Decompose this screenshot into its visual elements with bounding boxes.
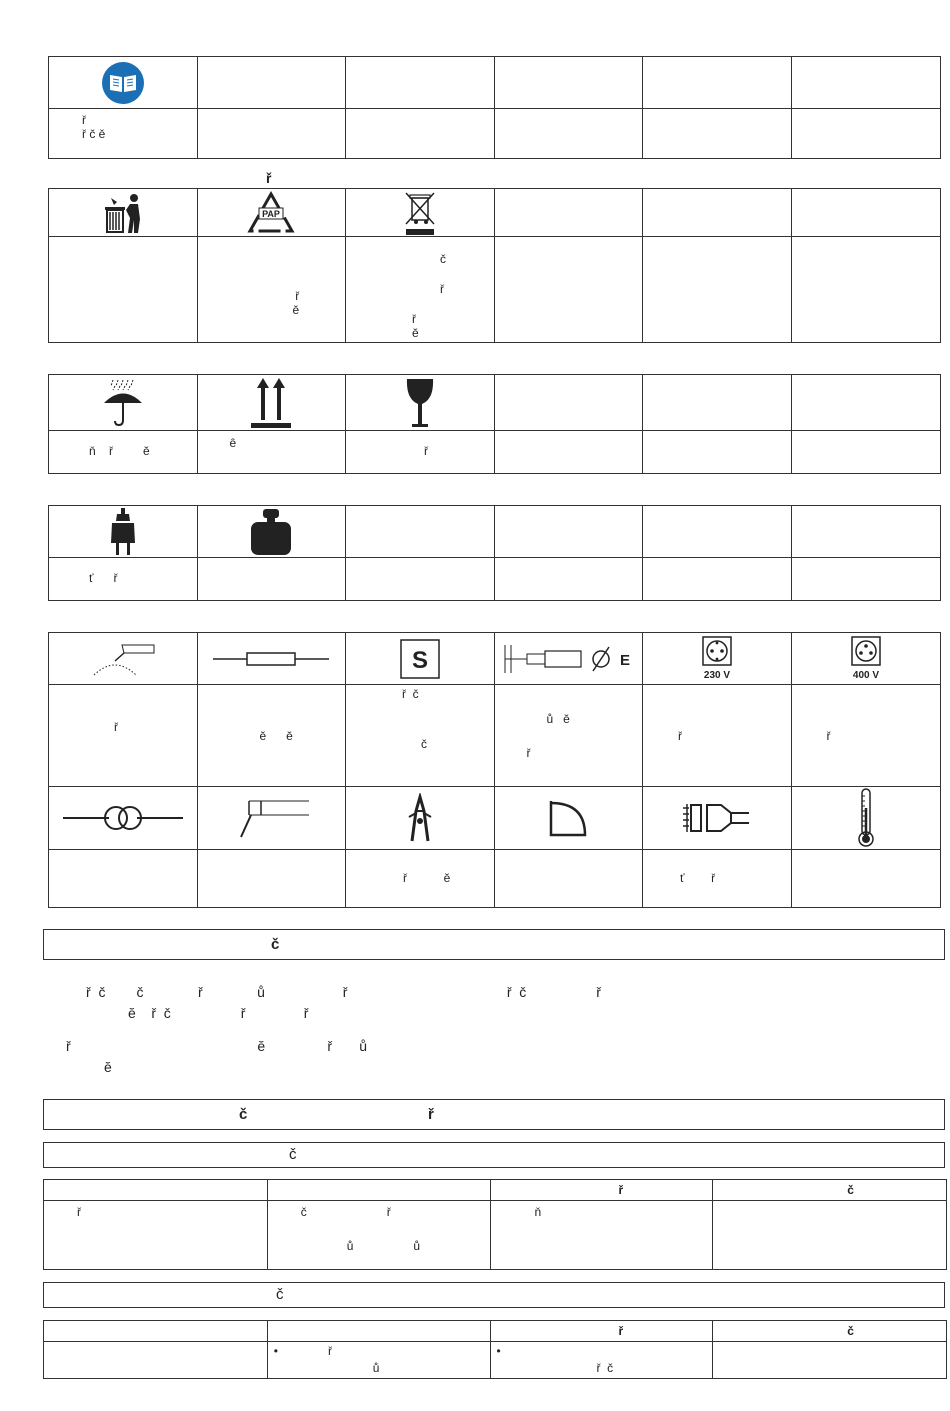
symbol-cell <box>495 506 644 558</box>
spec-value-text: • <box>496 1344 501 1358</box>
thermometer-icon <box>857 788 875 848</box>
symbol-table-1 <box>48 56 941 159</box>
symbol-cell <box>495 189 644 237</box>
description-text: ň ř ĕ <box>89 444 150 458</box>
description-cell <box>346 109 495 158</box>
spec-header-cell <box>267 1180 490 1201</box>
description-cell <box>643 237 792 342</box>
spec-table-1 <box>43 1179 947 1270</box>
symbol-cell <box>198 787 347 850</box>
symbol-cell <box>49 375 198 431</box>
symbol-cell <box>346 787 495 850</box>
symbol-table-5 <box>48 632 941 908</box>
spec-value-cell <box>713 1342 947 1379</box>
description-cell <box>495 558 644 600</box>
symbol-cell <box>792 787 941 850</box>
symbol-cell <box>495 57 644 109</box>
paragraph-line: ĕ ř č ř ř <box>128 1005 309 1021</box>
description-cell <box>49 850 198 907</box>
symbol-cell <box>49 57 198 109</box>
symbol-cell <box>198 189 347 237</box>
paragraph-line: ř ĕ ř ů <box>66 1038 368 1054</box>
spec-header-text: č <box>847 1324 854 1338</box>
description-text: ř <box>440 282 444 296</box>
description-cell <box>346 850 495 907</box>
description-cell <box>346 431 495 473</box>
description-cell <box>792 431 941 473</box>
description-cell <box>49 558 198 600</box>
symbol-cell <box>346 506 495 558</box>
recycle-pap-icon <box>246 191 296 235</box>
description-cell <box>643 685 792 787</box>
duty-cycle-icon <box>548 798 588 838</box>
description-text: ř <box>114 720 118 734</box>
description-cell <box>792 237 941 342</box>
description-cell <box>792 850 941 907</box>
description-cell <box>495 850 644 907</box>
symbol-cell <box>495 787 644 850</box>
electrode-label: E <box>620 651 631 669</box>
subsection-banner <box>43 1142 945 1168</box>
power-plug-icon <box>108 507 138 557</box>
spec-value-cell <box>267 1342 490 1379</box>
symbol-cell <box>643 506 792 558</box>
spec-header-cell <box>490 1321 713 1342</box>
spec-value-cell <box>44 1201 268 1270</box>
description-text: ř <box>678 729 682 743</box>
description-cell <box>643 850 792 907</box>
symbol-cell <box>643 57 792 109</box>
description-cell <box>198 431 347 473</box>
description-text: ř č <box>402 687 419 701</box>
description-cell <box>643 109 792 158</box>
spec-value-text: ř č <box>596 1361 614 1375</box>
section-banner <box>43 1099 945 1130</box>
description-cell <box>49 431 198 473</box>
spec-value-cell <box>490 1201 713 1270</box>
fragile-glass-icon <box>404 377 436 429</box>
description-cell <box>643 558 792 600</box>
description-text: ů ĕ <box>546 712 570 726</box>
spec-header-cell <box>713 1180 947 1201</box>
description-text: ř <box>826 729 831 743</box>
description-cell <box>198 558 347 600</box>
description-text: ť ř <box>89 571 118 585</box>
description-cell <box>792 558 941 600</box>
fuse-icon <box>211 649 331 669</box>
description-cell <box>792 109 941 158</box>
symbol-cell <box>643 787 792 850</box>
symbol-cell <box>198 633 347 685</box>
description-text: ř ĕ <box>412 312 419 340</box>
spec-header-cell <box>44 1180 268 1201</box>
electrode-diameter-icon <box>503 639 633 679</box>
symbol-cell <box>49 506 198 558</box>
weight-icon <box>248 508 294 556</box>
description-cell <box>495 685 644 787</box>
section-banner-text: č <box>271 936 280 953</box>
description-cell <box>495 431 644 473</box>
table-2-heading: ř <box>266 170 272 186</box>
spec-header-cell <box>267 1321 490 1342</box>
symbol-cell <box>643 633 792 685</box>
symbol-cell <box>792 633 941 685</box>
spec-header-cell <box>490 1180 713 1201</box>
voltage-230-label: 230 V <box>703 669 730 681</box>
spec-header-cell <box>44 1321 268 1342</box>
earth-clamp-icon <box>407 793 433 843</box>
s-mark-icon <box>400 639 440 679</box>
trash-disposal-icon <box>101 192 145 234</box>
description-cell <box>495 109 644 158</box>
welding-gun-icon <box>231 797 311 839</box>
symbol-cell <box>49 633 198 685</box>
description-cell <box>346 237 495 342</box>
pap-label: PAP <box>262 208 281 219</box>
weee-crossed-bin-icon <box>403 190 437 236</box>
description-cell <box>643 431 792 473</box>
description-cell <box>198 109 347 158</box>
paragraph-line: ř č č ř ů ř ř č ř <box>86 984 601 1000</box>
description-cell <box>495 237 644 342</box>
mains-plug-connector-icon <box>681 801 753 835</box>
symbol-cell <box>346 57 495 109</box>
description-cell <box>198 850 347 907</box>
description-cell <box>346 685 495 787</box>
spec-value-cell <box>267 1201 490 1270</box>
subsection-banner-text: č <box>276 1286 284 1303</box>
description-cell <box>49 685 198 787</box>
spec-value-cell <box>713 1201 947 1270</box>
spec-header-text: č <box>847 1183 854 1197</box>
section-banner-text: č <box>239 1106 248 1123</box>
section-banner-text: ř <box>428 1106 434 1123</box>
symbol-cell <box>792 189 941 237</box>
symbol-cell <box>643 189 792 237</box>
spec-value-text: č ř <box>300 1205 391 1219</box>
this-way-up-icon <box>249 376 293 430</box>
symbol-cell <box>495 633 644 685</box>
socket-400v-icon <box>845 636 887 682</box>
description-text: ĕ ĕ <box>259 729 293 743</box>
description-cell <box>49 237 198 342</box>
spec-table-2 <box>43 1320 947 1379</box>
symbol-table-2 <box>48 188 941 343</box>
symbol-cell <box>198 57 347 109</box>
description-text: ř <box>526 746 531 760</box>
symbol-cell <box>643 375 792 431</box>
symbol-cell <box>792 57 941 109</box>
description-cell <box>198 237 347 342</box>
description-text: ê <box>229 436 237 450</box>
symbol-cell <box>198 375 347 431</box>
symbol-cell <box>495 375 644 431</box>
s-mark-label: S <box>411 646 428 674</box>
read-manual-icon <box>101 61 145 105</box>
description-text: č <box>421 737 427 751</box>
description-text: ř ĕ <box>292 289 300 317</box>
description-cell <box>49 109 198 158</box>
description-cell <box>346 558 495 600</box>
description-text: ř ř č ě <box>82 113 106 141</box>
spec-value-text: ů <box>372 1361 380 1375</box>
keep-dry-umbrella-icon <box>101 378 145 428</box>
description-text: č <box>440 252 446 266</box>
description-text: ř ĕ <box>403 871 451 885</box>
voltage-400-label: 400 V <box>852 669 879 681</box>
spec-value-text: ň <box>534 1205 542 1219</box>
subsection-banner <box>43 1282 945 1308</box>
symbol-table-4 <box>48 505 941 601</box>
symbol-cell <box>346 633 495 685</box>
symbol-cell <box>792 375 941 431</box>
socket-230v-icon <box>696 636 738 682</box>
welding-torch-icon <box>88 639 158 679</box>
symbol-cell <box>792 506 941 558</box>
transformer-icon <box>61 803 185 833</box>
spec-value-text: ř <box>77 1205 81 1219</box>
subsection-banner-text: č <box>289 1146 297 1163</box>
spec-header-text: ř <box>618 1324 624 1338</box>
symbol-table-3 <box>48 374 941 474</box>
description-cell <box>198 685 347 787</box>
symbol-cell <box>49 189 198 237</box>
symbol-cell <box>346 375 495 431</box>
spec-header-text: ř <box>618 1183 624 1197</box>
spec-value-cell <box>44 1342 268 1379</box>
spec-value-text: • ř <box>273 1344 332 1358</box>
symbol-cell <box>49 787 198 850</box>
symbol-cell <box>198 506 347 558</box>
spec-header-cell <box>713 1321 947 1342</box>
section-banner <box>43 929 945 960</box>
spec-value-cell <box>490 1342 713 1379</box>
spec-value-text: ů ů <box>346 1239 421 1253</box>
description-cell <box>792 685 941 787</box>
paragraph-line: ĕ <box>104 1059 112 1075</box>
description-text: ř <box>424 444 428 458</box>
description-text: ť ř <box>680 871 716 885</box>
symbol-cell <box>346 189 495 237</box>
